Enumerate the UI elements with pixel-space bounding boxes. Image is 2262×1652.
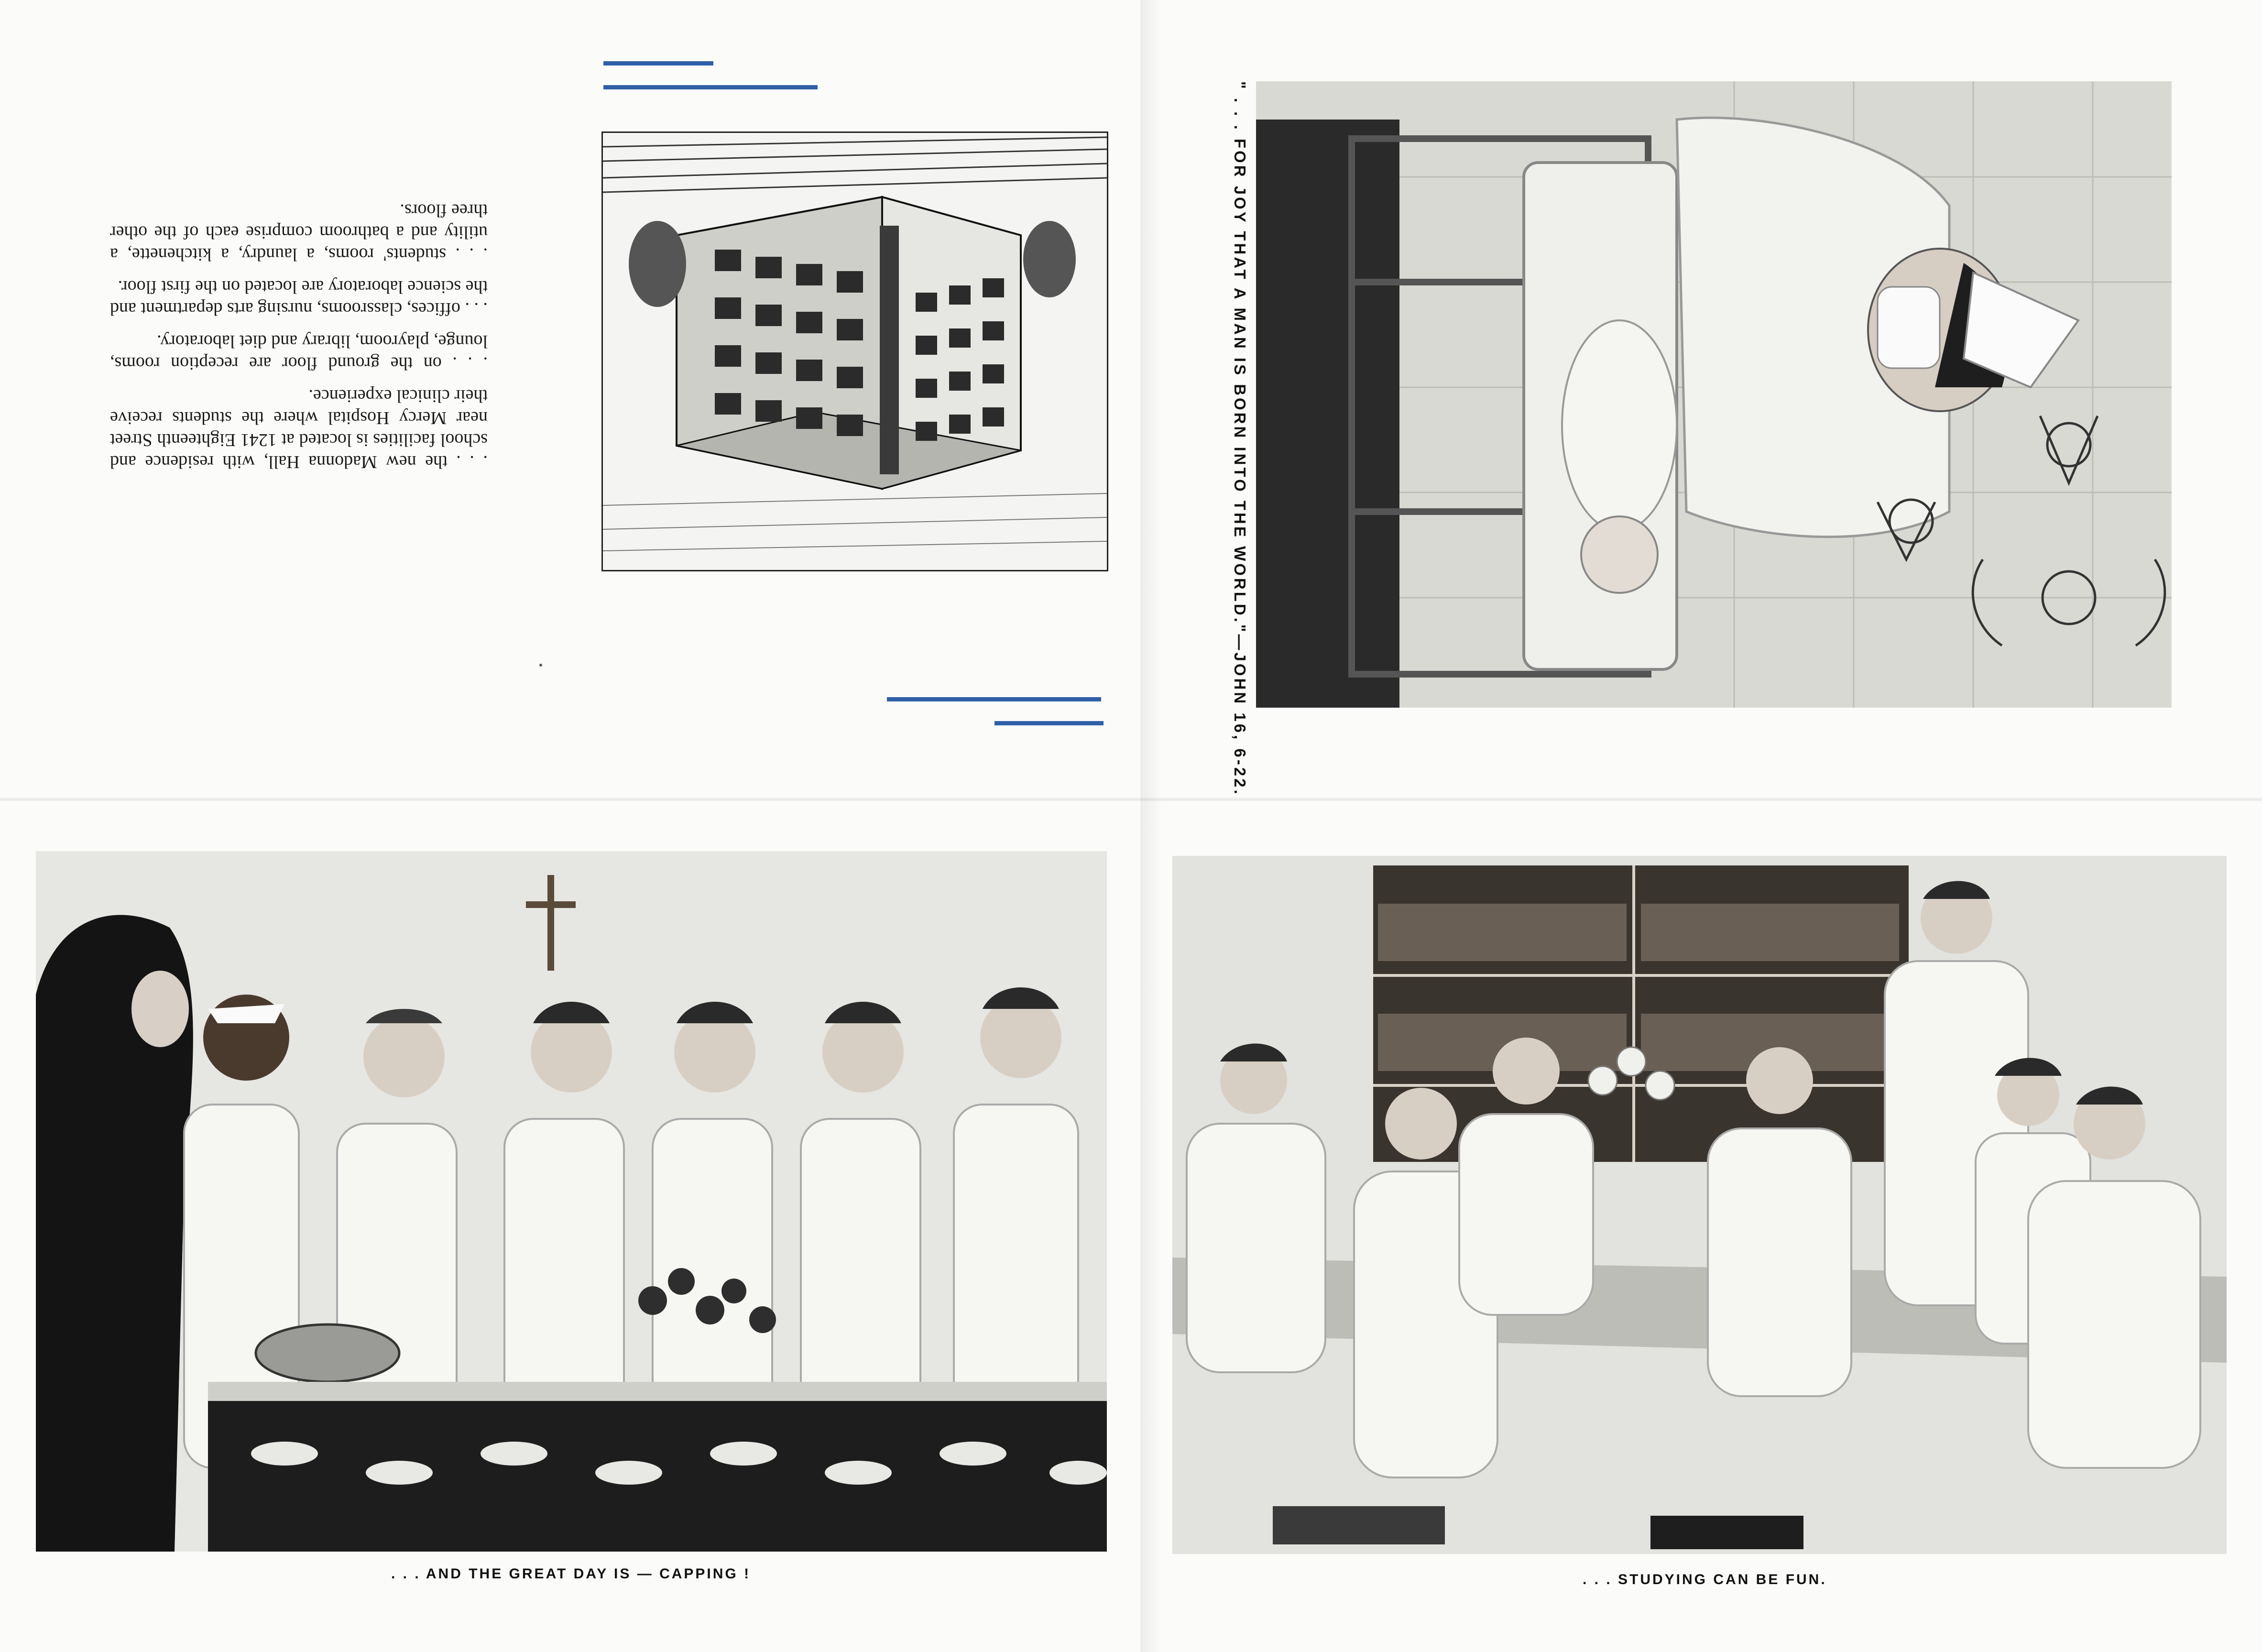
description-paragraph: . . . on the ground floor are reception rooms, lounge, playroom, library and diet laboratory. [110, 331, 488, 373]
nurse-with-newborn-photo [1256, 81, 2172, 708]
capping-scene [36, 851, 1107, 1552]
capping-caption: . . . AND THE GREAT DAY IS — CAPPING ! [391, 1566, 751, 1582]
description-paragraph: . . . students' rooms, a laundry, a kitchenette, a utility and a bathroom comprise each of the other three floors. [110, 200, 488, 264]
horizontal-fold-crease [0, 798, 2262, 801]
print-speck [539, 664, 542, 667]
blue-rule-bottom-short [994, 721, 1104, 725]
bible-quote: " . . . FOR JOY THAT A MAN IS BORN INTO THE WORLD."—JOHN 16, 6-22. [1231, 81, 1249, 797]
description-paragraph: . . . offices, classrooms, nursing arts department and the science laboratory are located on the first floor. [110, 277, 488, 319]
madonna-hall-sketch [603, 133, 1107, 570]
nursery-scene [1256, 81, 2172, 708]
fold-shadow [1143, 0, 1162, 1652]
capping-ceremony-photo [36, 851, 1107, 1552]
madonna-hall-description [110, 189, 488, 473]
building-illustration [601, 131, 1108, 571]
description-paragraph: . . . the new Madonna Hall, with residence and school facilities is located at 1241 Eighteenth Street near Mercy Hospital where the students receive their clinical experience. [110, 386, 488, 472]
students-in-library-photo [1172, 856, 2227, 1554]
studying-caption: . . . STUDYING CAN BE FUN. [1583, 1572, 1827, 1587]
blue-rule-top-long [603, 85, 818, 89]
blue-rule-bottom-long [887, 697, 1101, 701]
library-scene [1172, 856, 2227, 1554]
blue-rule-top-short [603, 61, 713, 66]
